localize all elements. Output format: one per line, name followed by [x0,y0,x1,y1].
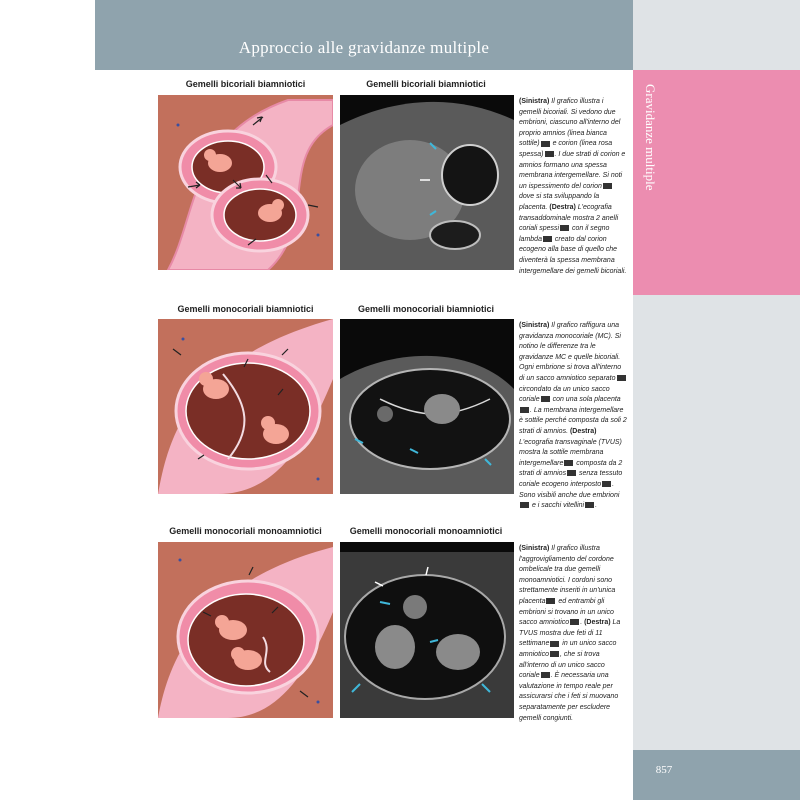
arrow-key-icon [602,481,611,487]
arrow-key-icon [545,151,554,157]
monochorionic-monoamniotic-illustration [158,542,333,718]
section1-left-caption: Gemelli bicoriali biamniotici [185,79,306,89]
left-margin [0,0,95,800]
section2-description: (Sinistra) Il grafico raffigura una gravidanza monocoriale (MC). Si notino le differenze tra le gravidanze MC e quelle bicoriali. Ogni embrione si trova all'interno di un sacco amniotico separato circondato da un unico sacco coriale con una sola placenta. La membrana intergemellare è sottile perché composta da soli 2 strati di amnios. (Destra) L'ecografia transvaginale (TVUS) mostra la sottile membrana intergemellare composta da 2 strati di amnios senza tessuto coriale ecogeno interposto . Sono visibili anche due embrioni e i sacchi vitellini . [519,322,627,510]
arrow-key-icon [567,470,576,476]
monochorionic-diamniotic-ultrasound [340,319,514,494]
page-number: 857 [655,764,673,776]
arrow-key-icon [546,598,555,604]
arrow-key-icon [617,375,626,381]
header-bar [95,0,633,70]
dichorionic-ultrasound [340,95,514,270]
left-marker: (Sinistra) [519,98,550,105]
right-marker: (Destra) [569,427,597,435]
section2-right-caption: Gemelli monocoriali biamniotici [357,304,495,314]
dichorionic-diamniotic-illustration [158,95,333,270]
section1-description: (Sinistra) Il grafico illustra i gemelli bicoriali. Si vedono due embrioni, ciascuno all'interno del proprio amnios (linea bianca sottile) e corion (linea rosa spessa) . I due strati di corion e amnios formano una spessa membrana intergemellare. Si noti un ispessimento del corion dove si sta sviluppando la placenta. (Destra) L'ecografia transaddominale mostra 2 anelli coriali spessi con il segno lambda creato dal corion ecogeno alla base di quello che diventerà la spessa membrana intergemellare dei gemelli bicoriali. [519,98,627,275]
section3-right-caption: Gemelli monocoriali monoamniotici [349,526,503,536]
side-tab-label: Gravidanze multiple [643,84,658,191]
right-marker: (Destra) [549,203,576,211]
arrow-key-icon [560,225,569,231]
side-tab-label-wrap [632,80,660,280]
side-tab-top [633,0,800,70]
left-marker: (Sinistra) [519,322,550,329]
arrow-key-icon [541,672,550,678]
side-tab-grey [633,295,800,750]
monochorionic-diamniotic-illustration [158,319,333,494]
arrow-key-icon [603,183,612,189]
section1-right-caption: Gemelli bicoriali biamniotici [366,79,486,89]
section2-left-caption: Gemelli monocoriali biamniotici [177,304,314,314]
arrow-key-icon [564,460,573,466]
monochorionic-monoamniotic-ultrasound [340,542,514,718]
right-marker: (Destra) [584,619,611,627]
section3-left-caption: Gemelli monocoriali monoamniotici [169,526,322,536]
section3-description: (Sinistra) Il grafico illustra l'aggrovigliamento del cordone ombelicale tra due gemelli monoamniotici. I cordoni sono strettamente inseriti in un'unica placenta ed entrambi gli embrioni si trovano in un unico sacco amniotico . (Destra) La TVUS mostra due feti di 11 settimane in un unico sacco amniotico , che si trova all'interno di un unico sacco coriale . È necessaria una valutazione in tempo reale per assicurarsi che i feti si muovano separatamente per escludere gemelli congiunti. [519,545,621,722]
arrow-key-icon [550,651,559,657]
left-marker: (Sinistra) [519,545,550,552]
arrow-key-icon [543,236,552,242]
arrow-key-icon [541,141,550,147]
page-title: Approccio alle gravidanze multiple [238,38,490,57]
arrow-key-icon [585,502,594,508]
arrow-key-icon [570,619,579,625]
arrow-key-icon [520,407,529,413]
arrow-key-icon [541,396,550,402]
arrow-key-icon [550,641,559,647]
arrow-key-icon [520,502,529,508]
